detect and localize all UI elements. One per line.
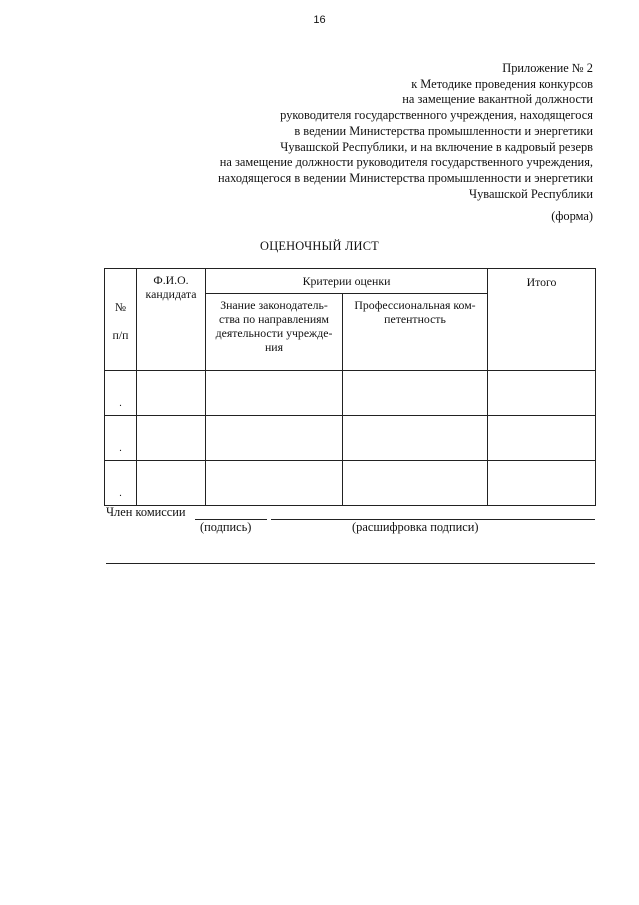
- criterion-line: Знание законодатель-: [220, 298, 328, 312]
- header-total: Итого: [488, 269, 596, 371]
- annex-line: Приложение № 2: [502, 61, 593, 75]
- cell-criterion-legislation[interactable]: [206, 461, 343, 506]
- annex-line: руководителя государственного учреждения, находящегося: [280, 108, 593, 123]
- header-criterion-legislation: [206, 294, 343, 371]
- criterion-line: петентность: [384, 312, 446, 326]
- cell-criterion-legislation[interactable]: [206, 416, 343, 461]
- annex-line: Чувашской Республики, и на включение в кадровый резерв: [280, 139, 593, 154]
- signature-caption: (подпись): [200, 520, 252, 534]
- criterion-line: ства по направлениям: [218, 312, 330, 326]
- cell-total[interactable]: [488, 416, 596, 461]
- criterion-line: ния: [264, 340, 284, 354]
- cell-candidate[interactable]: [137, 416, 206, 461]
- header-fio-line: кандидата: [145, 287, 197, 301]
- header-row-number: [105, 269, 137, 371]
- annex-line: на замещение вакантной должности: [402, 92, 593, 107]
- table-row: [105, 371, 596, 416]
- annex-line: к Методике проведения конкурсов: [411, 76, 593, 91]
- cell-total[interactable]: [488, 371, 596, 416]
- document-title: ОЦЕНОЧНЫЙ ЛИСТ: [260, 239, 379, 253]
- criterion-line: деятельности учрежде-: [215, 326, 333, 340]
- table-row: [105, 416, 596, 461]
- row-number: .: [105, 461, 137, 506]
- header-criteria: Критерии оценки: [206, 269, 488, 294]
- header-fio-line: Ф.И.О.: [153, 273, 189, 287]
- row-number: .: [105, 416, 137, 461]
- cell-candidate[interactable]: [137, 371, 206, 416]
- cell-total[interactable]: [488, 461, 596, 506]
- bottom-divider: [106, 563, 595, 564]
- cell-candidate[interactable]: [137, 461, 206, 506]
- annex-line: на замещение должности руководителя государственного учреждения,: [219, 155, 593, 170]
- header-row-number-bottom: п/п: [112, 327, 129, 342]
- annex-line: Чувашской Республики: [469, 186, 593, 201]
- header-candidate-name: [137, 269, 206, 371]
- page-number: 16: [313, 14, 326, 26]
- header-criterion-competence: [343, 294, 488, 371]
- cell-criterion-legislation[interactable]: [206, 371, 343, 416]
- row-number: .: [105, 371, 137, 416]
- table-row: [105, 461, 596, 506]
- form-label: (форма): [551, 209, 593, 223]
- cell-criterion-competence[interactable]: [343, 416, 488, 461]
- criterion-line: Профессиональная ком-: [354, 298, 476, 312]
- annex-header: [133, 61, 593, 202]
- annex-line: находящегося в ведении Министерства промышленности и энергетики: [218, 170, 593, 185]
- header-row-number-top: №: [114, 299, 127, 314]
- cell-criterion-competence[interactable]: [343, 461, 488, 506]
- annex-line: в ведении Министерства промышленности и энергетики: [294, 123, 593, 138]
- signature-decode-caption: (расшифровка подписи): [352, 520, 479, 534]
- commission-member-label: Член комиссии: [106, 505, 186, 519]
- evaluation-table: [104, 268, 596, 506]
- cell-criterion-competence[interactable]: [343, 371, 488, 416]
